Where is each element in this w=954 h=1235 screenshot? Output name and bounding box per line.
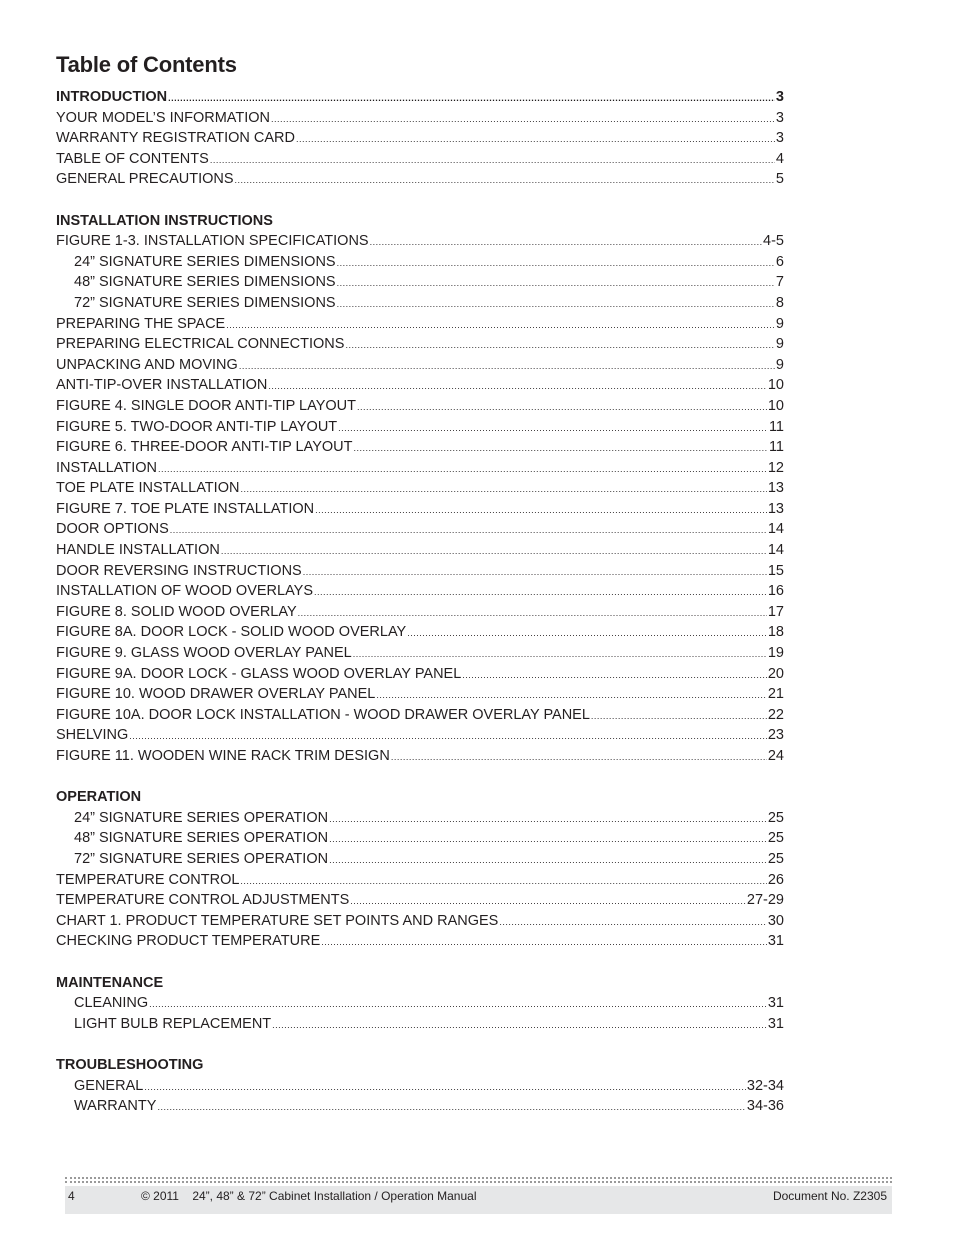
toc-entry-label: INTRODUCTION (56, 89, 168, 105)
toc-entry-label: GENERAL PRECAUTIONS (56, 171, 234, 188)
toc-entry-page: 5 (775, 171, 784, 188)
page-title: Table of Contents (56, 52, 237, 77)
toc-entry-label: SHELVING (56, 727, 129, 744)
toc-entry-label: DOOR REVERSING INSTRUCTIONS (56, 562, 302, 579)
dot-leader (354, 438, 768, 459)
toc-entry-label: FIGURE 11. WOODEN WINE RACK TRIM DESIGN (56, 748, 390, 764)
toc-entry-label: UNPACKING AND MOVING (56, 356, 238, 373)
toc-entry-label: FIGURE 5. TWO-DOOR ANTI-TIP LAYOUT (56, 418, 338, 435)
dot-leader (272, 1015, 767, 1036)
toc-entry (56, 643, 784, 664)
toc-entry-label: TEMPERATURE CONTROL ADJUSTMENTS (56, 892, 350, 909)
toc-entry-label: INSTALLATION (56, 459, 157, 476)
dot-leader (353, 644, 767, 665)
section-heading: OPERATION (56, 789, 142, 806)
toc-entry-label: FIGURE 10. WOOD DRAWER OVERLAY PANEL (56, 686, 376, 703)
footer-page-number: 4 (68, 1189, 75, 1203)
toc-entry-label: DOOR OPTIONS (56, 521, 169, 538)
dot-leader (321, 932, 767, 953)
toc-entry (56, 252, 784, 273)
toc-entry (56, 602, 784, 623)
dot-leader (499, 912, 767, 933)
toc-entry-label: FIGURE 9A. DOOR LOCK - GLASS WOOD OVERLAY PANEL (56, 665, 462, 682)
toc-entry-label: WARRANTY (74, 1098, 157, 1115)
dot-leader (391, 747, 767, 768)
toc-entry-label: FIGURE 9. GLASS WOOD OVERLAY PANEL (56, 645, 352, 662)
dot-leader (240, 871, 766, 892)
dot-leader (158, 459, 767, 480)
toc-entry-label: ANTI-TIP-OVER INSTALLATION (56, 377, 268, 394)
toc-entry (56, 169, 784, 190)
toc-entry-label: HANDLE INSTALLATION (56, 542, 220, 559)
toc-entry (56, 231, 784, 252)
toc-entry-page: 25 (767, 830, 784, 847)
toc-entry-label: INSTALLATION OF WOOD OVERLAYS (56, 583, 314, 600)
toc-entry-label: CLEANING (74, 995, 149, 1012)
toc-entry (56, 664, 784, 685)
toc-entry (56, 911, 784, 932)
toc-entry-page: 3 (775, 109, 784, 126)
toc-entry-page: 8 (775, 294, 784, 311)
toc-entry-page: 32-34 (746, 1077, 784, 1094)
dot-leader (129, 726, 767, 747)
toc-entry (56, 849, 784, 870)
toc-entry (56, 355, 784, 376)
dot-leader (407, 623, 767, 644)
toc-entry-label: 48” SIGNATURE SERIES DIMENSIONS (74, 274, 336, 291)
toc-entry-page: 16 (767, 583, 784, 600)
toc-entry (56, 108, 784, 129)
dot-leader (314, 582, 767, 603)
toc-entry (56, 870, 784, 891)
toc-entry-page: 31 (767, 995, 784, 1012)
dot-leader (462, 665, 767, 686)
toc-entry-label: FIGURE 8A. DOOR LOCK - SOLID WOOD OVERLAY (56, 624, 407, 641)
dot-leader (271, 109, 775, 130)
toc-entry (56, 1014, 784, 1035)
toc-entry-page: 25 (767, 809, 784, 826)
toc-entry-page: 7 (775, 274, 784, 291)
toc-entry-page: 23 (767, 727, 784, 744)
dot-leader (168, 88, 775, 109)
toc-entry (56, 993, 784, 1014)
toc-entry-page: 6 (775, 253, 784, 270)
toc-entry-page: 22 (767, 706, 784, 723)
toc-entry-label: TOE PLATE INSTALLATION (56, 480, 240, 497)
toc-entry (56, 417, 784, 438)
dot-leader (337, 294, 775, 315)
dot-leader (370, 232, 762, 253)
toc-entry (56, 1076, 784, 1097)
toc-entry (56, 149, 784, 170)
toc-entry-page: 34-36 (746, 1098, 784, 1115)
toc-entry-label: FIGURE 7. TOE PLATE INSTALLATION (56, 500, 315, 517)
section-heading: TROUBLESHOOTING (56, 1056, 204, 1073)
toc-entry-label: PREPARING THE SPACE (56, 315, 226, 332)
dot-leader (376, 685, 767, 706)
toc-entry-label: YOUR MODEL’S INFORMATION (56, 109, 271, 126)
page-footer (65, 1186, 892, 1214)
dot-leader (149, 994, 767, 1015)
toc-entry-page: 24 (767, 748, 784, 764)
dot-leader (345, 335, 774, 356)
toc-entry (56, 293, 784, 314)
dot-leader (239, 356, 775, 377)
dot-leader (298, 603, 767, 624)
toc-entry-page: 11 (768, 418, 784, 435)
toc-entry-label: GENERAL (74, 1077, 144, 1094)
toc-entry-label: 72” SIGNATURE SERIES DIMENSIONS (74, 294, 336, 311)
toc-entry-label: CHART 1. PRODUCT TEMPERATURE SET POINTS AND RANGES (56, 912, 499, 929)
toc-entry (56, 1096, 784, 1117)
dot-leader (329, 809, 767, 830)
toc-entry-label: LIGHT BULB REPLACEMENT (74, 1015, 272, 1032)
dot-leader (226, 315, 775, 336)
dot-leader (157, 1097, 745, 1118)
toc-entry-page: 4-5 (763, 233, 784, 250)
toc-entry-page: 10 (767, 377, 784, 394)
toc-entry (56, 746, 784, 767)
toc-entry-label: FIGURE 10A. DOOR LOCK INSTALLATION - WOOD DRAWER OVERLAY PANEL (56, 706, 590, 723)
toc-entry-page: 13 (767, 480, 784, 497)
toc-entry-page: 21 (767, 686, 784, 703)
toc-entry-page: 4 (775, 150, 784, 167)
toc-entry-page: 9 (775, 336, 784, 353)
toc-entry-label: FIGURE 6. THREE-DOOR ANTI-TIP LAYOUT (56, 439, 353, 456)
toc-entry-page: 15 (767, 562, 784, 579)
toc-entry (56, 622, 784, 643)
dot-leader (315, 500, 767, 521)
dot-leader (296, 129, 775, 150)
toc-entry-page: 19 (767, 645, 784, 662)
toc-section (56, 787, 784, 952)
toc-entry-label: FIGURE 8. SOLID WOOD OVERLAY (56, 603, 297, 620)
section-heading: MAINTENANCE (56, 974, 164, 991)
table-of-contents (56, 87, 784, 1137)
toc-entry (56, 705, 784, 726)
toc-entry (56, 87, 784, 108)
dot-leader (337, 253, 775, 274)
toc-entry (56, 375, 784, 396)
toc-entry (56, 519, 784, 540)
section-heading: INSTALLATION INSTRUCTIONS (56, 212, 273, 229)
toc-entry-page: 26 (767, 871, 784, 888)
toc-entry-page: 14 (767, 521, 784, 538)
toc-entry-label: 24” SIGNATURE SERIES OPERATION (74, 809, 329, 826)
toc-entry (56, 334, 784, 355)
toc-entry (56, 890, 784, 911)
dot-leader (268, 376, 767, 397)
toc-entry-page: 27-29 (746, 892, 784, 909)
dot-leader (591, 706, 767, 727)
toc-section (56, 1055, 784, 1117)
toc-entry-label: WARRANTY REGISTRATION CARD (56, 130, 295, 147)
dot-leader (338, 418, 768, 439)
dot-leader (303, 562, 767, 583)
toc-entry-page: 30 (767, 912, 784, 929)
footer-divider (65, 1181, 892, 1183)
toc-entry (56, 561, 784, 582)
toc-entry-label: FIGURE 4. SINGLE DOOR ANTI-TIP LAYOUT (56, 397, 356, 414)
dot-leader (329, 829, 767, 850)
toc-entry-page: 3 (775, 130, 784, 147)
toc-entry-label: PREPARING ELECTRICAL CONNECTIONS (56, 336, 345, 353)
toc-entry-page: 20 (767, 665, 784, 682)
footer-copyright: © 2011 24”, 48” & 72” Cabinet Installation / Operation Manual (141, 1189, 477, 1203)
toc-entry-page: 12 (767, 459, 784, 476)
toc-entry-page: 10 (767, 397, 784, 414)
dot-leader (357, 397, 767, 418)
toc-entry (56, 808, 784, 829)
toc-entry-label: FIGURE 1-3. INSTALLATION SPECIFICATIONS (56, 233, 369, 250)
toc-entry-page: 31 (767, 1015, 784, 1032)
toc-entry-page: 13 (767, 500, 784, 517)
toc-entry (56, 684, 784, 705)
toc-entry-page: 14 (767, 542, 784, 559)
dot-leader (235, 170, 775, 191)
dot-leader (329, 850, 767, 871)
toc-entry (56, 458, 784, 479)
toc-entry-page: 18 (767, 624, 784, 641)
toc-entry-label: CHECKING PRODUCT TEMPERATURE (56, 933, 321, 950)
dot-leader (337, 273, 775, 294)
toc-entry-label: 48” SIGNATURE SERIES OPERATION (74, 830, 329, 847)
toc-entry-label: TEMPERATURE CONTROL (56, 871, 240, 888)
dot-leader (210, 150, 775, 171)
toc-entry-page: 11 (768, 439, 784, 456)
toc-entry (56, 478, 784, 499)
toc-entry (56, 931, 784, 952)
toc-entry-label: TABLE OF CONTENTS (56, 150, 209, 167)
toc-entry-page: 3 (775, 89, 784, 105)
toc-entry (56, 272, 784, 293)
dot-leader (221, 541, 767, 562)
toc-entry-label: 72” SIGNATURE SERIES OPERATION (74, 850, 329, 867)
dot-leader (144, 1077, 746, 1098)
toc-section (56, 211, 784, 767)
toc-entry (56, 437, 784, 458)
footer-divider (65, 1177, 892, 1179)
dot-leader (350, 891, 746, 912)
toc-entry (56, 725, 784, 746)
toc-entry (56, 540, 784, 561)
toc-entry-page: 9 (775, 315, 784, 332)
dot-leader (170, 520, 767, 541)
toc-entry (56, 314, 784, 335)
toc-entry-page: 17 (767, 603, 784, 620)
toc-entry (56, 396, 784, 417)
toc-section (56, 973, 784, 1035)
footer-document-number: Document No. Z2305 (772, 1189, 887, 1203)
toc-entry (56, 828, 784, 849)
dot-leader (240, 479, 766, 500)
toc-entry (56, 581, 784, 602)
toc-entry (56, 128, 784, 149)
toc-entry-page: 25 (767, 850, 784, 867)
toc-entry-page: 31 (767, 933, 784, 950)
toc-section (56, 87, 784, 190)
toc-entry-page: 9 (775, 356, 784, 373)
toc-entry (56, 499, 784, 520)
toc-entry-label: 24” SIGNATURE SERIES DIMENSIONS (74, 253, 336, 270)
